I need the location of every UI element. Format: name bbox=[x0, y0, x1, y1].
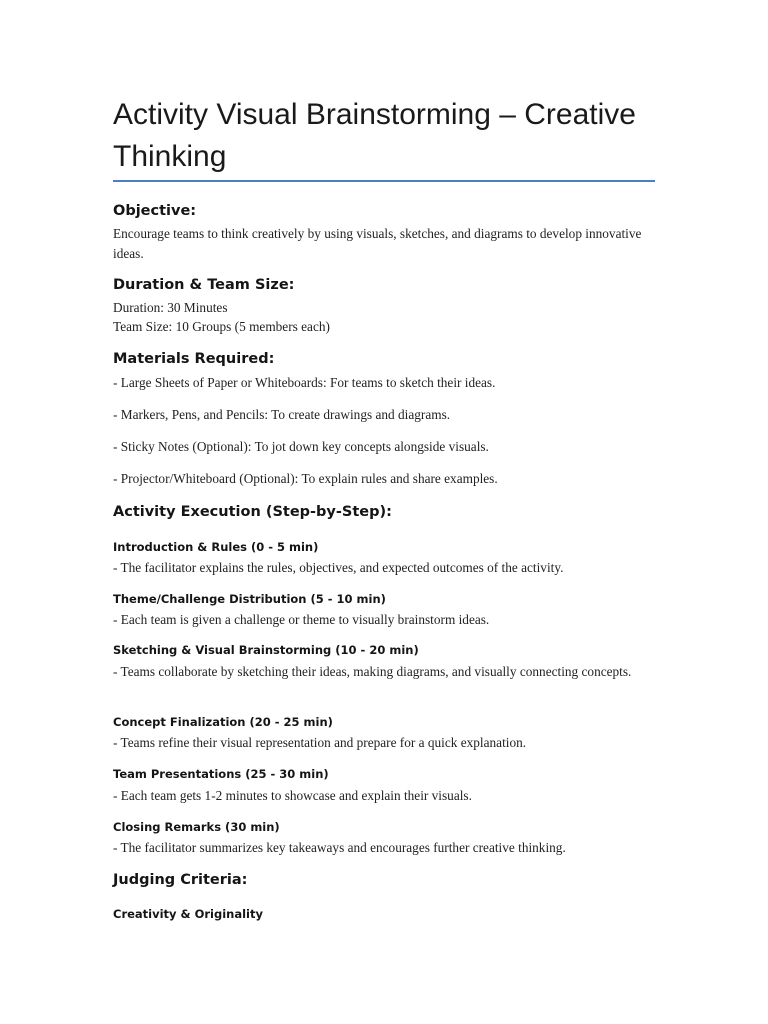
judging-heading: Judging Criteria: bbox=[113, 872, 248, 888]
materials-item: - Large Sheets of Paper or Whiteboards: For teams to sketch their ideas. bbox=[113, 375, 496, 390]
materials-item: - Markers, Pens, and Pencils: To create drawings and diagrams. bbox=[113, 407, 451, 422]
step-text: - The facilitator explains the rules, objectives, and expected outcomes of the activity. bbox=[113, 560, 564, 575]
step-title: Introduction & Rules (0 - 5 min) bbox=[113, 540, 319, 554]
team-size-text: Team Size: 10 Groups (5 members each) bbox=[113, 319, 330, 334]
step-text: - Teams collaborate by sketching their ideas, making diagrams, and visually connecting concepts. bbox=[113, 664, 632, 679]
materials-heading: Materials Required: bbox=[113, 351, 275, 367]
duration-text: Duration: 30 Minutes bbox=[113, 300, 228, 315]
materials-item: - Sticky Notes (Optional): To jot down key concepts alongside visuals. bbox=[113, 439, 489, 454]
step-title: Closing Remarks (30 min) bbox=[113, 820, 280, 834]
duration-heading: Duration & Team Size: bbox=[113, 277, 295, 293]
step-title: Sketching & Visual Brainstorming (10 - 20 min) bbox=[113, 643, 419, 657]
materials-item: - Projector/Whiteboard (Optional): To explain rules and share examples. bbox=[113, 471, 498, 486]
criterion-title: Creativity & Originality bbox=[113, 907, 263, 921]
step-title: Team Presentations (25 - 30 min) bbox=[113, 767, 329, 781]
step-text: - Each team gets 1-2 minutes to showcase and explain their visuals. bbox=[113, 788, 472, 803]
document-title: Activity Visual Brainstorming – Creative Thinking bbox=[113, 98, 636, 173]
step-text: - The facilitator summarizes key takeaways and encourages further creative thinking. bbox=[113, 840, 566, 855]
execution-heading: Activity Execution (Step-by-Step): bbox=[113, 504, 392, 520]
objective-heading: Objective: bbox=[113, 203, 197, 219]
step-text: - Each team is given a challenge or theme to visually brainstorm ideas. bbox=[113, 612, 490, 627]
step-text: - Teams refine their visual representation and prepare for a quick explanation. bbox=[113, 735, 527, 750]
step-title: Theme/Challenge Distribution (5 - 10 min) bbox=[113, 592, 386, 606]
step-title: Concept Finalization (20 - 25 min) bbox=[113, 715, 333, 729]
objective-text: Encourage teams to think creatively by using visuals, sketches, and diagrams to develop innovative ideas. bbox=[113, 226, 642, 261]
title-underline bbox=[113, 180, 655, 182]
